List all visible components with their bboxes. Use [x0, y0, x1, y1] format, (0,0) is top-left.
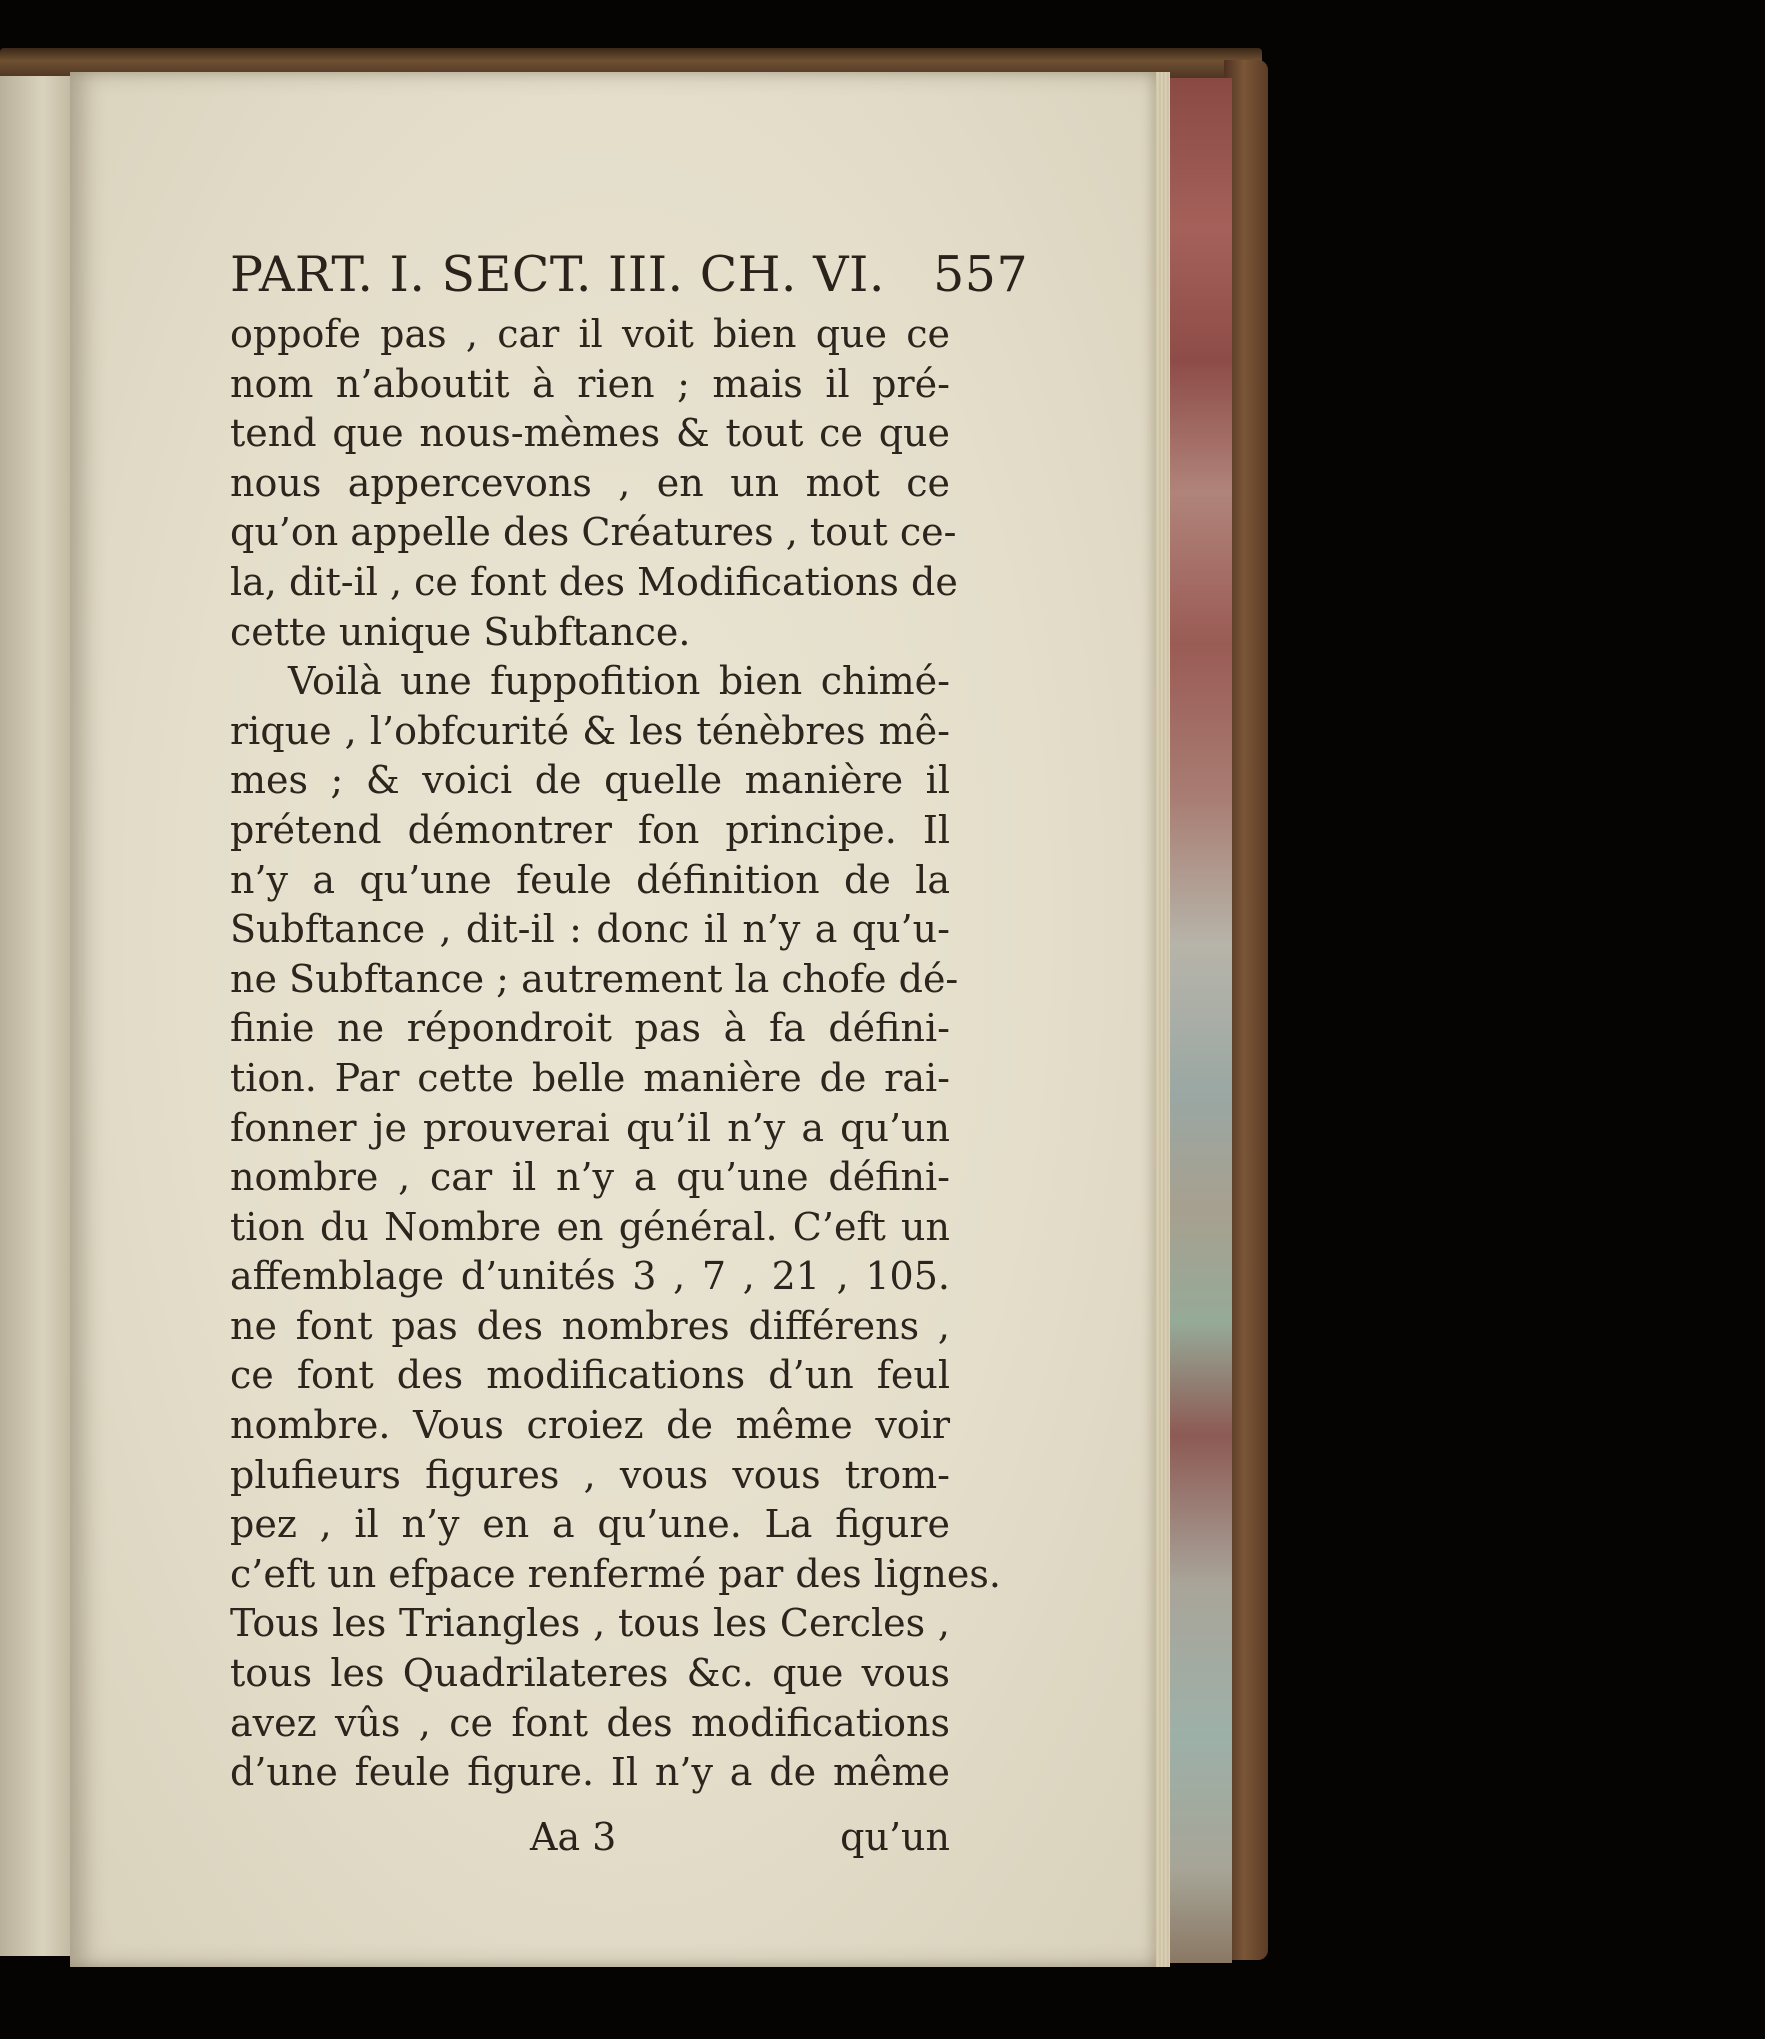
text-line: ne font pas des nombres différens , [230, 1303, 950, 1348]
text-line: mes ; & voici de quelle manière il [230, 758, 950, 803]
text-line: c’eft un efpace renfermé par des lignes. [230, 1551, 1001, 1596]
text-line: Subftance , dit-il : donc il n’y a qu’u- [230, 907, 950, 952]
text-line: ce font des modifications d’un feul [230, 1353, 950, 1398]
text-line: qu’on appelle des Créatures , tout ce- [230, 510, 957, 555]
text-line: tous les Quadrilateres &c. que vous [230, 1651, 950, 1696]
text-line: n’y a qu’une feule définition de la [230, 857, 950, 902]
text-line: nous appercevons , en un mot ce [230, 460, 950, 505]
text-line: oppofe pas , car il voit bien que ce [230, 312, 950, 356]
text-line: avez vûs , ce font des modifications [230, 1700, 950, 1745]
text-line: nom n’aboutit à rien ; mais il pré- [230, 361, 950, 406]
text-line: plufieurs figures , vous vous trom- [230, 1452, 950, 1497]
page-footer [230, 1808, 950, 1866]
page-text-block [230, 240, 1029, 1859]
text-line: affemblage d’unités 3 , 7 , 21 , 105. [230, 1254, 950, 1299]
text-line: d’une feule figure. Il n’y a de même [230, 1750, 950, 1795]
text-line: tion. Par cette belle manière de rai- [230, 1055, 950, 1100]
text-line: finie ne répondroit pas à fa défini- [230, 1006, 950, 1051]
marbled-fore-edge [1166, 78, 1232, 1963]
text-line: Voilà une fuppofition bien chimé- [288, 659, 950, 704]
catchword: qu’un [840, 1815, 950, 1859]
facing-page-edge [0, 76, 72, 1956]
text-line: Tous les Triangles , tous les Cercles , [230, 1601, 950, 1646]
text-line: nombre. Vous croiez de même voir [230, 1403, 950, 1448]
signature-mark: Aa 3 [530, 1815, 617, 1859]
text-line: ne Subftance ; autrement la chofe dé- [230, 956, 959, 1001]
text-line: nombre , car il n’y a qu’une défini- [230, 1155, 950, 1200]
running-head: PART. I. SECT. III. CH. VI. 557 [230, 246, 1029, 303]
text-line: pez , il n’y en a qu’une. La figure [230, 1502, 950, 1547]
text-line: tend que nous-mèmes & tout ce que [230, 411, 950, 456]
text-line: la, dit-il , ce font des Modifications de [230, 559, 958, 604]
book-page [70, 72, 1156, 1967]
text-line: cette unique Subftance. [230, 609, 691, 654]
text-line: prétend démontrer fon principe. Il [230, 807, 950, 852]
text-line: fonner je prouverai qu’il n’y a qu’un [230, 1105, 950, 1150]
text-line: rique , l’obfcurité & les ténèbres mê- [230, 708, 950, 753]
text-line: tion du Nombre en général. C’eft un [230, 1204, 950, 1249]
